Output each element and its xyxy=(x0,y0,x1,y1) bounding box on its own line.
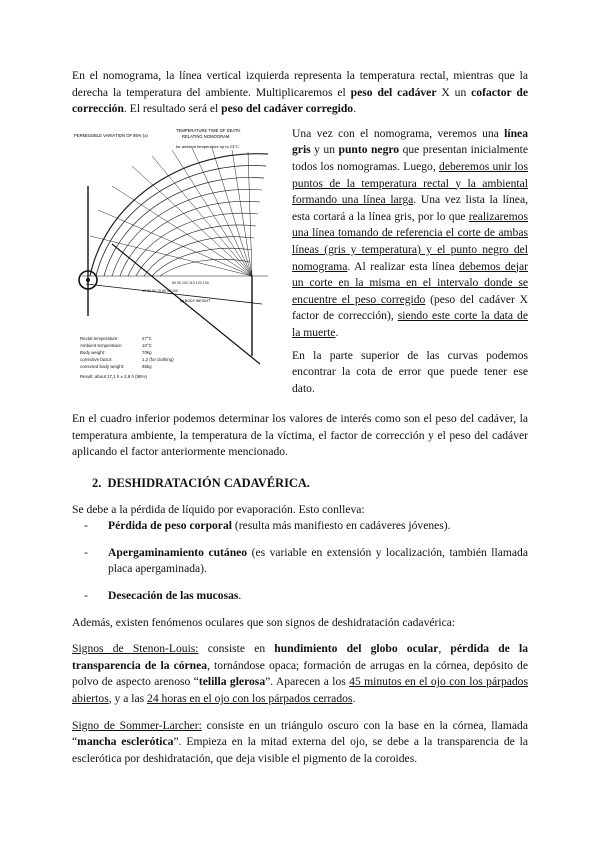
nomogram-curves xyxy=(90,153,268,275)
list-item-bold: Desecación de las mucosas xyxy=(108,589,239,603)
side-underline-4: siendo este corte la data de la muerte xyxy=(292,309,528,339)
intro-paragraph xyxy=(72,68,528,118)
connecting-line xyxy=(112,244,260,364)
nomogram-readings xyxy=(80,336,174,379)
nomogram-variation-label: PERMISSIBLE VARIATION OF 95% (±) xyxy=(74,132,148,138)
reading-label-factor: corrective factor: xyxy=(80,356,113,362)
stenon-text-2: , xyxy=(438,642,451,656)
list-item-text: . xyxy=(238,589,242,603)
stenon-louis-paragraph xyxy=(72,641,528,707)
section-heading xyxy=(72,475,528,492)
reading-value-rectal: 27°C xyxy=(142,335,152,341)
reading-label-weight: Body weight: xyxy=(80,349,106,355)
explanation-paragraph-2: En la parte superior de las curvas podemos encontrar la cota de error que puede tener ese dato. xyxy=(292,348,528,395)
side-bold-1: línea gris xyxy=(292,126,528,157)
nomogram-title-1: TEMPERATURE TIME OF DEATH xyxy=(176,127,241,133)
consequences-list xyxy=(72,518,528,604)
side-text-4: . Una vez lista la línea, esta cortará a la línea gris, por lo que xyxy=(292,193,528,223)
values-paragraph: En el cuadro inferior podemos determinar los valores de interés como son el peso del cadáver, la temperatura ambiente, la temperatura de la víctima, el factor de corrección y el peso del cadáver aplicando el factor anteriormente mencionado. xyxy=(72,412,528,459)
reading-value-factor: 1,2 (for clothing) xyxy=(142,356,174,362)
intro-text-2: X un xyxy=(436,85,472,99)
reading-label-ambient: Ambient temperature: xyxy=(80,342,123,348)
section-title: DESHIDRATACIÓN CADAVÉRICA. xyxy=(107,476,310,491)
nomogram-axis-numbers xyxy=(142,281,209,293)
svg-text:40 50 60 70 80 90 100: 40 50 60 70 80 90 100 xyxy=(142,288,178,293)
reading-value-corrected: 85kg xyxy=(142,363,152,369)
explanation-paragraph-1 xyxy=(292,126,528,342)
stenon-label: Signos de Stenon-Louis: xyxy=(72,642,199,656)
intro-bold-1: peso del cadáver xyxy=(350,85,437,99)
side-underline-1: deberemos unir los puntos de la temperatura rectal y la ambiental formando una línea larga xyxy=(292,159,528,207)
nomogram-title-2: RELATING NOMOGRAM xyxy=(182,133,230,139)
side-text-1: Una vez con el nomograma, veremos una xyxy=(292,126,505,140)
body-weight-axis-label: kg BODY WEIGHT xyxy=(180,298,211,303)
evaporation-paragraph: Se debe a la pérdida de líquido por evaporación. Esto conlleva: xyxy=(72,502,365,516)
stenon-text-4: ”. Aparecen a los xyxy=(265,675,350,689)
intro-bold-2: cofactor de corrección xyxy=(72,85,528,116)
list-item xyxy=(84,545,528,578)
reading-value-ambient: 10°C xyxy=(142,342,152,348)
ocular-signs-paragraph: Además, existen fenómenos oculares que son signos de deshidratación cadavérica: xyxy=(72,615,456,629)
sommer-text-1: consiste en un triángulo oscuro con la base en la córnea, llamada “ xyxy=(72,718,528,749)
section-number: 2. xyxy=(92,476,102,491)
reading-result: Result: about 17,1 h ± 2,8 h (95%) xyxy=(80,373,147,379)
sommer-larcher-paragraph xyxy=(72,718,528,768)
stenon-bold-3: telilla glerosa xyxy=(198,675,266,689)
side-underline-3: debemos dejar un corte en la misma en el intervalo donde se encuentre el peso corregido xyxy=(292,259,529,306)
sommer-text-2: ”. Empieza en la mitad externa del ojo, se debe a la transparencia de la esclerótica por deshidratación, que deja visible el pigmento de la coroides. xyxy=(72,735,528,765)
stenon-text-6: . xyxy=(352,692,356,705)
reading-label-corrected: corrected body weight: xyxy=(80,363,125,369)
sommer-bold-1: mancha esclerótica xyxy=(77,735,174,749)
side-text-7: . xyxy=(335,325,339,339)
side-text-3: que presentan inicialmente todos los nomogramas. Luego, xyxy=(292,143,528,173)
reading-value-weight: 70kg xyxy=(142,349,152,355)
list-item-bold: Apergaminamiento cutáneo xyxy=(108,545,248,559)
intro-text-4: . xyxy=(353,102,356,116)
intro-bold-3: peso del cadáver corregido xyxy=(221,102,354,116)
sommer-label: Signo de Sommer-Larcher: xyxy=(72,718,202,732)
stenon-underline-2: 24 horas en el ojo con los párpados cerrados xyxy=(147,692,353,705)
intro-text-1: En el nomograma, la línea vertical izquierda representa la temperatura rectal, mientras que la derecha la temperatura del ambiente. Multiplicaremos el xyxy=(72,69,528,99)
nomogram-explanation xyxy=(292,126,528,404)
side-text-6: (peso del cadáver X factor de corrección), xyxy=(292,292,529,323)
document-page xyxy=(72,68,528,767)
reference-point xyxy=(86,278,90,282)
list-item-text: (resulta más manifiesto en cadáveres jóvenes). xyxy=(231,519,451,533)
list-item xyxy=(84,588,528,605)
stenon-text-3: , tornándose opaca; formación de arrugas en la córnea, depósito de polvo de aspecto arenoso “ xyxy=(72,658,528,689)
list-item xyxy=(84,518,528,535)
nomogram-drawing xyxy=(72,126,280,398)
stenon-bold-1: hundimiento del globo ocular xyxy=(274,642,439,656)
stenon-underline-1: 45 minutos en el ojo con los párpados abiertos xyxy=(72,675,528,705)
list-item-text: (es variable en extensión y localización, también llamada placa apergaminada). xyxy=(108,545,528,576)
list-item-bold: Pérdida de peso corporal xyxy=(108,519,232,533)
nomogram-subtitle: for ambient temperature up to 23°C xyxy=(176,143,239,149)
stenon-bold-2: pérdida de la transparencia de la córnea xyxy=(72,642,528,672)
side-text-2: y un xyxy=(310,143,339,157)
intro-text-3: . El resultado será el xyxy=(123,102,222,116)
side-bold-2: punto negro xyxy=(338,143,400,157)
stenon-text-1: consiste en xyxy=(198,642,275,656)
svg-text:80 90 100 110 120 130: 80 90 100 110 120 130 xyxy=(172,280,209,285)
reading-label-rectal: Rectal temperature: xyxy=(80,335,119,341)
stenon-text-5: , y a las xyxy=(108,692,148,705)
side-underline-2: realizaremos una línea tomando de referencia el corte de ambas líneas (gris y temperatura) y el punto negro del nomograma xyxy=(292,209,528,273)
nomogram-figure xyxy=(72,126,280,398)
side-text-5: . Al realizar esta línea xyxy=(347,259,460,273)
